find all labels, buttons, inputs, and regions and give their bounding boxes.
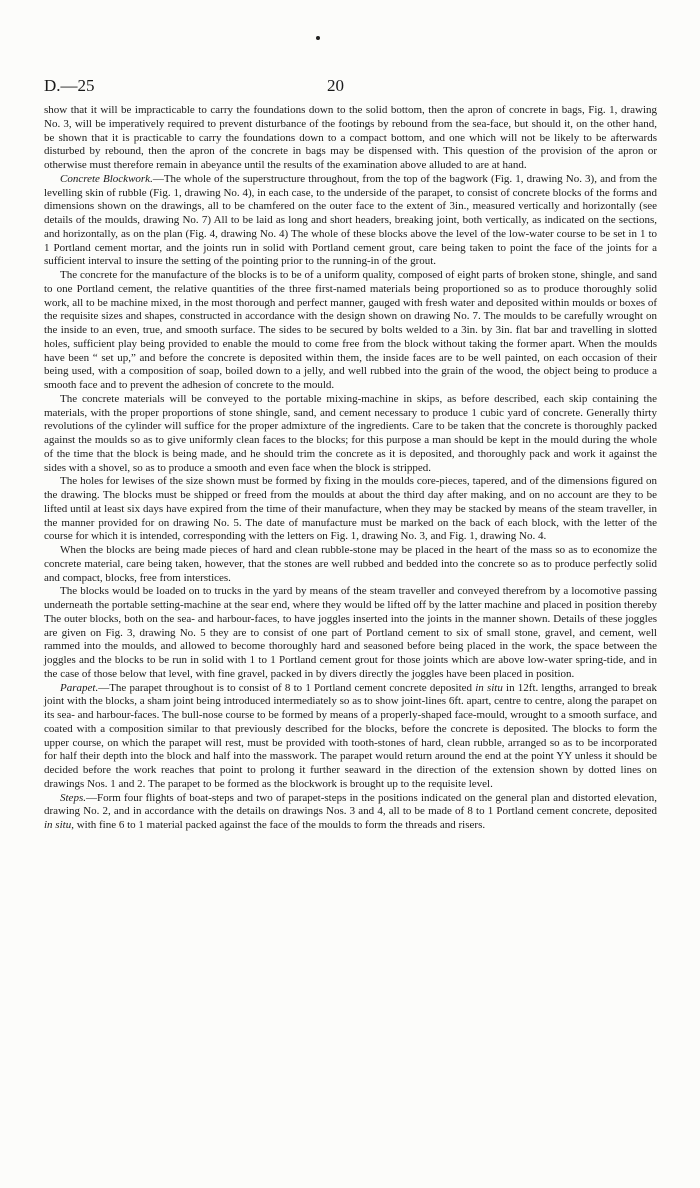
- paragraph-text: —The parapet throughout is to consist of 8 to 1 Portland cement concrete deposited: [98, 681, 476, 694]
- paragraph: [44, 544, 657, 585]
- paragraph-text: —Form four flights of boat-steps and two of parapet-steps in the positions indicated on the general plan and distorted elevation, drawing No. 2, and in accordance with the details on drawings Nos. 3 and 4, all to be made of 8 to 1 Portland cement concrete, deposited: [44, 791, 657, 818]
- italic-text: Parapet.: [60, 681, 99, 694]
- paragraph-text: When the blocks are being made pieces of hard and clean rubble-stone may be placed in the heart of the mass so as to economize the concrete material, care being taken, however, that the stones are well rubbed and bedded into the concrete so as to produce perfectly solid and compact, blocks, free from interstices.: [44, 544, 657, 584]
- page-number: 20: [327, 76, 344, 95]
- paragraph-text: in 12ft. lengths, arranged to break joint with the blocks, a sham joint being introduced intermediately so as to show joint-lines 6ft. apart, centre to centre, along the parapet on its sea- and harbour-faces. The bull-nose course to be formed by means of a properly-shaped face-mould, wrought to a smooth surface, and coated with a composition similar to that previously described for the blocks, before the concrete is deposited. The blocks to form the upper course, on which the parapet will rest, must be provided with tooth-stones of hard, clean rubble, arranged so as to be incorporated for half their depth into the block and half into the masswork. The parapet would return around the end at the point YY unless it should be decided before the work reaches that point to prolong it further seaward in the direction of the extension shown by dotted lines on drawings Nos. 1 and 2. The parapet to be formed as the blockwork is brought up to the requisite level.: [44, 681, 657, 790]
- paragraph-text: The concrete materials will be conveyed to the portable mixing-machine in skips, as before described, each skip containing the materials, with the proper proportions of stone shingle, sand, and cement necessary to produce 1 cubic yard of concrete. Generally thirty revolutions of the cylinder will suffice for the proper admixture of the ingredients. Care to be taken that the concrete is thoroughly packed against the moulds so as to give uniformly clean faces to the blocks; for this purpose a man should be kept in the mould during the whole of the time that the block is being made, and he should trim the concrete as it is deposited, and thoroughly pack and work it against the sides with a shovel, so as to produce a smooth and even face when the block is stripped.: [44, 392, 657, 474]
- paragraph: [44, 585, 657, 681]
- paragraph: [44, 173, 657, 269]
- paragraph: [44, 475, 657, 544]
- paragraph: [44, 682, 657, 792]
- document-reference: D.—25: [44, 76, 95, 95]
- paragraph: [44, 792, 657, 833]
- paragraph-text: show that it will be impracticable to carry the foundations down to the solid bottom, then the apron of concrete in bags, Fig. 1, drawing No. 3, will be imperatively required to prevent disturbance of the footings by rebound from the sea-face, but should it, on the other hand, be shown that it is practicable to carry the foundations down to a compact bottom, and one which will not be likely to be afterwards disturbed by rebound, then the apron of the concrete in bags may be dispensed with. This question of the provision of the apron or otherwise must therefore remain in abeyance until the results of the examination above alluded to are at hand.: [44, 104, 657, 171]
- paragraph-text: The holes for lewises of the size shown must be formed by fixing in the moulds core-pieces, tapered, and of the dimensions figured on the drawing. The blocks must be shipped or freed from the moulds at about the third day after making, and on no account are they to be lifted until at least six days have expired from the time of their manufacture, when they may be stacked by means of the steam traveller, in the manner provided for on drawing No. 5. The date of manufacture must be marked on the back of each block, with the letter of the course for which it is intended, corresponding with the letters on Fig. 1, drawing No. 3, and Fig. 1, drawing No. 4.: [44, 475, 657, 543]
- paragraph: [44, 104, 657, 173]
- body-text: [44, 104, 657, 833]
- paragraph: [44, 393, 657, 476]
- paragraph-text: , with fine 6 to 1 material packed against the face of the moulds to form the threads and risers.: [71, 819, 486, 831]
- paragraph-text: —The whole of the superstructure throughout, from the top of the bagwork (Fig. 1, drawing No. 3), and from the levelling skin of rubble (Fig. 1, drawing No. 4), in each case, to the underside of the parapet, to consist of concrete blocks of the forms and dimensions shown on the drawings, all to be chamfered on the outer face to the extent of 3in., measured vertically and horizontally (see details of the moulds, drawing No. 7) All to be laid as long and short headers, breaking joint, both vertically, as indicated on the sections, and horizontally, as on the plan (Fig. 4, drawing No. 4) The whole of these blocks above the level of the low-water course to be set in 1 to 1 Portland cement mortar, and the joints run in solid with Portland cement grout, care being taken to point the face of the joints for a sufficient interval to insure the setting of the pointing prior to the running-in of the grout.: [44, 172, 658, 268]
- italic-text: Steps.: [60, 791, 86, 804]
- paragraph-text: The blocks would be loaded on to trucks in the yard by means of the steam traveller and conveyed therefrom by a locomotive passing underneath the portable setting-machine at the sear end, where they would be lifted off by the latter machine and placed in position thereby The outer blocks, both on the sea- and harbour-faces, to have joggles inserted into the joints in the manner shown. Details of these joggles are given on Fig. 3, drawing No. 5 they are to consist of one part of Portland cement to six of small stone, gravel, and cement, well rammed into the moulds, and allowed to become thoroughly hard and seasoned before being placed in the work, the space between the joggles and the blocks to be run in solid with 1 to 1 Portland cement grout for those joints which are above low-water spring-tide, and in the case of those below that level, with fine gravel, packed in by divers directly the joggles have been placed in position.: [44, 585, 657, 680]
- italic-text: Concrete Blockwork.: [60, 172, 153, 185]
- page-mark: [316, 36, 320, 40]
- italic-text: in situ: [475, 681, 503, 694]
- paragraph-text: The concrete for the manufacture of the blocks is to be of a uniform quality, composed of eight parts of broken stone, shingle, and sand to one Portland cement, the relative quantities of the three first-named materials being proportioned so as to produce thoroughly solid work, all to be machine mixed, in the most thorough and perfect manner, gauged with fresh water and deposited within moulds or boxes of the requisite sizes and shapes, constructed in accordance with the design shown on drawing No. 7. The moulds to be carefully wrought on the inside to an even, true, and smooth surface. The sides to be secured by bolts welded to a 3in. by 3in. flat bar and travelling in slotted holes, sufficient play being provided to enable the mould to come free from the block without taking the former apart. When the moulds have been “ set up,” and before the concrete is deposited within them, the inside faces are to be well painted, on each occasion of their being used, with a composition of soap, boiled down to a jelly, and well rubbed into the grain of the wood, the object being to produce a smooth face and to prevent the adhesion of concrete to the mould.: [44, 269, 657, 391]
- italic-text: in situ: [44, 819, 72, 831]
- paragraph: [44, 269, 657, 393]
